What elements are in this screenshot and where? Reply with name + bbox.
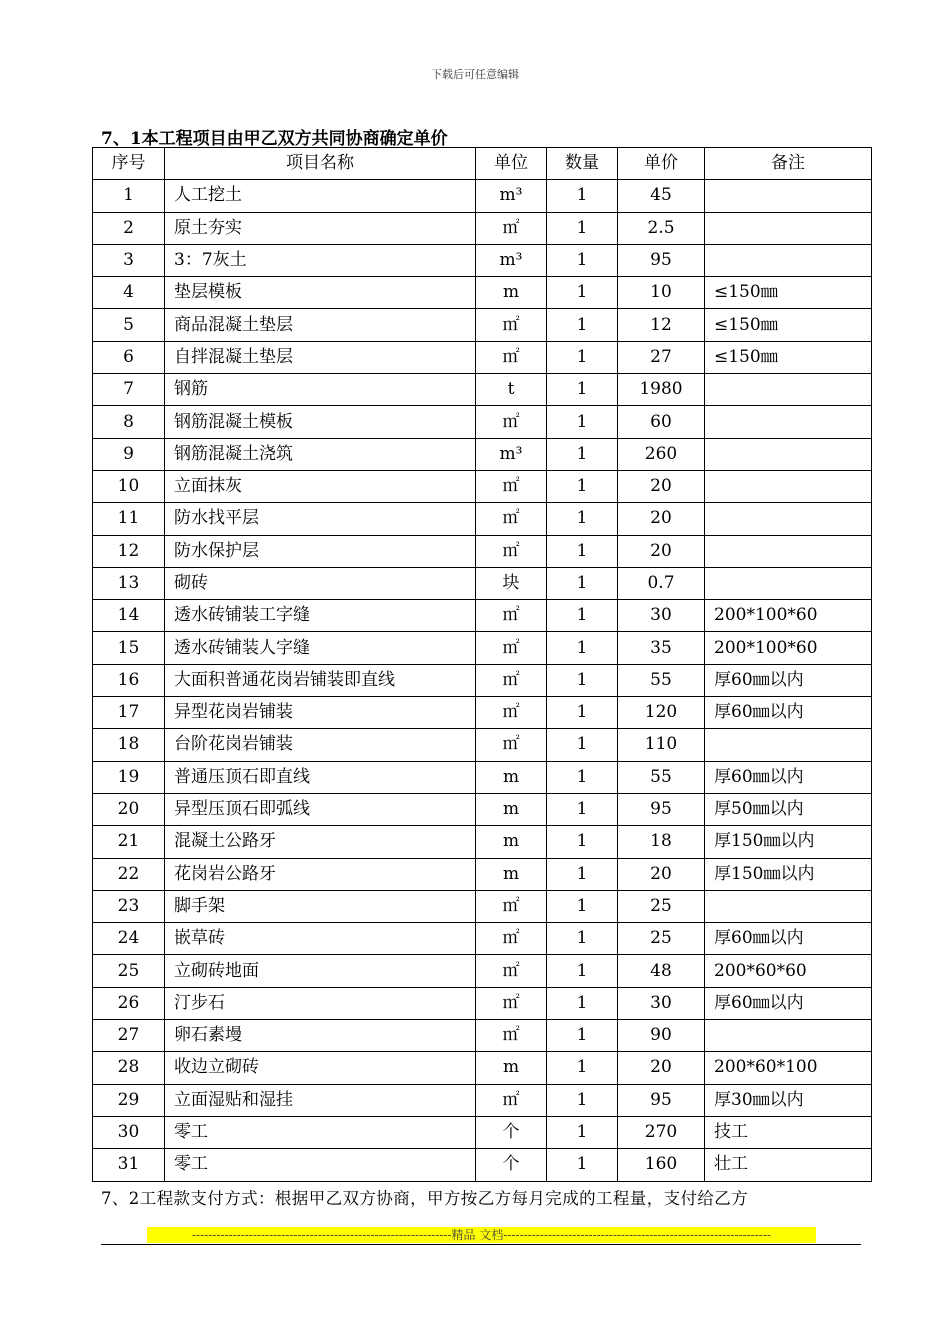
cell-quantity: 1 (547, 1020, 618, 1052)
cell-remarks: 厚50㎜以内 (705, 793, 872, 825)
cell-item-name: 立砌砖地面 (165, 955, 476, 987)
cell-index: 9 (93, 438, 165, 470)
cell-remarks: ≤150㎜ (705, 277, 872, 309)
cell-unit-price: 25 (618, 923, 705, 955)
cell-remarks (705, 244, 872, 276)
cell-index: 16 (93, 664, 165, 696)
section-title: 7、1本工程项目由甲乙双方共同协商确定单价 (101, 129, 448, 149)
cell-quantity: 1 (547, 729, 618, 761)
cell-item-name: 钢筋 (165, 374, 476, 406)
cell-unit-price: 110 (618, 729, 705, 761)
cell-unit: 个 (476, 1116, 547, 1148)
cell-item-name: 立面湿贴和湿挂 (165, 1084, 476, 1116)
cell-unit-price: 45 (618, 180, 705, 212)
table-row (93, 470, 872, 502)
table-row (93, 632, 872, 664)
cell-unit-price: 55 (618, 761, 705, 793)
cell-quantity: 1 (547, 180, 618, 212)
cell-index: 22 (93, 858, 165, 890)
cell-unit-price: 20 (618, 503, 705, 535)
header-index: 序号 (93, 148, 165, 180)
table-row (93, 600, 872, 632)
table-header-row (93, 148, 872, 180)
cell-quantity: 1 (547, 632, 618, 664)
cell-quantity: 1 (547, 503, 618, 535)
cell-unit: 个 (476, 1149, 547, 1181)
cell-index: 4 (93, 277, 165, 309)
table-row (93, 890, 872, 922)
cell-unit: m (476, 277, 547, 309)
cell-item-name: 商品混凝土垫层 (165, 309, 476, 341)
cell-item-name: 嵌草砖 (165, 923, 476, 955)
cell-item-name: 零工 (165, 1116, 476, 1148)
cell-remarks: 技工 (705, 1116, 872, 1148)
cell-unit-price: 27 (618, 341, 705, 373)
cell-remarks (705, 503, 872, 535)
cell-remarks: 厚60㎜以内 (705, 697, 872, 729)
table-row (93, 761, 872, 793)
cell-unit-price: 20 (618, 470, 705, 502)
cell-index: 30 (93, 1116, 165, 1148)
cell-unit: ㎡ (476, 503, 547, 535)
cell-remarks (705, 729, 872, 761)
cell-unit-price: 0.7 (618, 567, 705, 599)
cell-item-name: 透水砖铺装工字缝 (165, 600, 476, 632)
footer-banner: ----------------------------------------------------------------精品 文档------------------------------------------------------------------ (147, 1227, 816, 1243)
cell-index: 19 (93, 761, 165, 793)
cell-quantity: 1 (547, 567, 618, 599)
cell-index: 25 (93, 955, 165, 987)
cell-remarks: 200*100*60 (705, 600, 872, 632)
cell-remarks: ≤150㎜ (705, 309, 872, 341)
cell-unit-price: 55 (618, 664, 705, 696)
cell-unit-price: 60 (618, 406, 705, 438)
cell-item-name: 防水找平层 (165, 503, 476, 535)
cell-remarks (705, 438, 872, 470)
cell-quantity: 1 (547, 826, 618, 858)
cell-item-name: 异型花岗岩铺装 (165, 697, 476, 729)
cell-unit-price: 90 (618, 1020, 705, 1052)
cell-index: 28 (93, 1052, 165, 1084)
cell-unit-price: 30 (618, 987, 705, 1019)
cell-unit-price: 12 (618, 309, 705, 341)
cell-item-name: 立面抹灰 (165, 470, 476, 502)
cell-remarks (705, 470, 872, 502)
cell-remarks: 200*100*60 (705, 632, 872, 664)
cell-quantity: 1 (547, 309, 618, 341)
cell-quantity: 1 (547, 987, 618, 1019)
footer-rule (101, 1244, 861, 1245)
cell-unit: ㎡ (476, 470, 547, 502)
cell-quantity: 1 (547, 697, 618, 729)
cell-unit: t (476, 374, 547, 406)
cell-item-name: 收边立砌砖 (165, 1052, 476, 1084)
cell-index: 23 (93, 890, 165, 922)
cell-unit: m (476, 1052, 547, 1084)
cell-unit: m (476, 793, 547, 825)
cell-remarks: 200*60*60 (705, 955, 872, 987)
cell-index: 27 (93, 1020, 165, 1052)
cell-index: 7 (93, 374, 165, 406)
cell-remarks (705, 180, 872, 212)
cell-index: 12 (93, 535, 165, 567)
cell-index: 11 (93, 503, 165, 535)
header-remarks: 备注 (705, 148, 872, 180)
table-row (93, 406, 872, 438)
table-row (93, 923, 872, 955)
table-row (93, 858, 872, 890)
cell-index: 10 (93, 470, 165, 502)
table-row (93, 244, 872, 276)
cell-quantity: 1 (547, 212, 618, 244)
cell-unit-price: 120 (618, 697, 705, 729)
header-item-name: 项目名称 (165, 148, 476, 180)
cell-unit: m (476, 826, 547, 858)
cell-item-name: 砌砖 (165, 567, 476, 599)
cell-unit: ㎡ (476, 664, 547, 696)
payment-terms-line: 7、2工程款支付方式：根据甲乙双方协商，甲方按乙方每月完成的工程量，支付给乙方 (101, 1189, 749, 1208)
table-row (93, 277, 872, 309)
cell-item-name: 混凝土公路牙 (165, 826, 476, 858)
cell-unit: ㎡ (476, 600, 547, 632)
header-unit-price: 单价 (618, 148, 705, 180)
cell-unit-price: 95 (618, 244, 705, 276)
table-row (93, 1149, 872, 1181)
cell-quantity: 1 (547, 1149, 618, 1181)
cell-unit-price: 260 (618, 438, 705, 470)
cell-unit-price: 35 (618, 632, 705, 664)
table-row (93, 503, 872, 535)
unit-price-table (92, 147, 872, 1182)
cell-unit: m³ (476, 244, 547, 276)
cell-item-name: 汀步石 (165, 987, 476, 1019)
cell-unit: ㎡ (476, 729, 547, 761)
table-row (93, 987, 872, 1019)
cell-unit: ㎡ (476, 955, 547, 987)
table-row (93, 1020, 872, 1052)
cell-index: 8 (93, 406, 165, 438)
cell-unit: ㎡ (476, 697, 547, 729)
cell-unit: ㎡ (476, 406, 547, 438)
cell-unit-price: 95 (618, 793, 705, 825)
cell-index: 15 (93, 632, 165, 664)
cell-remarks: ≤150㎜ (705, 341, 872, 373)
cell-item-name: 卵石素墁 (165, 1020, 476, 1052)
table-row (93, 793, 872, 825)
table-row (93, 1116, 872, 1148)
cell-unit: m (476, 761, 547, 793)
cell-quantity: 1 (547, 374, 618, 406)
cell-remarks: 厚150㎜以内 (705, 826, 872, 858)
cell-item-name: 零工 (165, 1149, 476, 1181)
table-row (93, 1052, 872, 1084)
cell-quantity: 1 (547, 600, 618, 632)
cell-unit-price: 20 (618, 535, 705, 567)
cell-item-name: 大面积普通花岗岩铺装即直线 (165, 664, 476, 696)
cell-unit-price: 95 (618, 1084, 705, 1116)
cell-index: 1 (93, 180, 165, 212)
cell-quantity: 1 (547, 890, 618, 922)
cell-unit: m³ (476, 180, 547, 212)
cell-item-name: 3：7灰土 (165, 244, 476, 276)
header-unit: 单位 (476, 148, 547, 180)
cell-unit: ㎡ (476, 212, 547, 244)
cell-index: 17 (93, 697, 165, 729)
cell-unit: ㎡ (476, 632, 547, 664)
cell-unit: m³ (476, 438, 547, 470)
cell-quantity: 1 (547, 955, 618, 987)
cell-index: 2 (93, 212, 165, 244)
table-row (93, 567, 872, 599)
table-row (93, 664, 872, 696)
cell-unit-price: 25 (618, 890, 705, 922)
cell-item-name: 人工挖土 (165, 180, 476, 212)
cell-remarks: 厚150㎜以内 (705, 858, 872, 890)
table-row (93, 826, 872, 858)
table-row (93, 438, 872, 470)
cell-remarks (705, 212, 872, 244)
cell-index: 26 (93, 987, 165, 1019)
table-body (93, 180, 872, 1181)
cell-index: 3 (93, 244, 165, 276)
cell-index: 18 (93, 729, 165, 761)
cell-item-name: 钢筋混凝土模板 (165, 406, 476, 438)
cell-quantity: 1 (547, 761, 618, 793)
cell-unit-price: 18 (618, 826, 705, 858)
cell-quantity: 1 (547, 470, 618, 502)
cell-remarks: 200*60*100 (705, 1052, 872, 1084)
cell-unit: ㎡ (476, 535, 547, 567)
cell-unit: ㎡ (476, 987, 547, 1019)
cell-index: 29 (93, 1084, 165, 1116)
cell-unit-price: 30 (618, 600, 705, 632)
table-row (93, 697, 872, 729)
cell-remarks: 厚60㎜以内 (705, 987, 872, 1019)
cell-quantity: 1 (547, 406, 618, 438)
cell-item-name: 防水保护层 (165, 535, 476, 567)
cell-item-name: 钢筋混凝土浇筑 (165, 438, 476, 470)
cell-item-name: 原土夯实 (165, 212, 476, 244)
cell-item-name: 台阶花岗岩铺装 (165, 729, 476, 761)
cell-item-name: 普通压顶石即直线 (165, 761, 476, 793)
cell-quantity: 1 (547, 1052, 618, 1084)
cell-item-name: 花岗岩公路牙 (165, 858, 476, 890)
cell-remarks: 厚60㎜以内 (705, 923, 872, 955)
cell-index: 13 (93, 567, 165, 599)
cell-index: 5 (93, 309, 165, 341)
cell-item-name: 脚手架 (165, 890, 476, 922)
cell-remarks: 厚60㎜以内 (705, 761, 872, 793)
table-row (93, 180, 872, 212)
table-row (93, 212, 872, 244)
cell-unit-price: 48 (618, 955, 705, 987)
cell-unit-price: 20 (618, 1052, 705, 1084)
cell-remarks: 厚60㎜以内 (705, 664, 872, 696)
cell-quantity: 1 (547, 341, 618, 373)
cell-unit-price: 20 (618, 858, 705, 890)
cell-unit-price: 270 (618, 1116, 705, 1148)
table-row (93, 729, 872, 761)
cell-unit: ㎡ (476, 341, 547, 373)
cell-quantity: 1 (547, 244, 618, 276)
table-row (93, 341, 872, 373)
header-quantity: 数量 (547, 148, 618, 180)
cell-index: 6 (93, 341, 165, 373)
cell-unit-price: 160 (618, 1149, 705, 1181)
cell-unit: ㎡ (476, 1020, 547, 1052)
cell-quantity: 1 (547, 277, 618, 309)
cell-quantity: 1 (547, 923, 618, 955)
cell-unit-price: 10 (618, 277, 705, 309)
cell-index: 14 (93, 600, 165, 632)
cell-item-name: 自拌混凝土垫层 (165, 341, 476, 373)
cell-remarks (705, 406, 872, 438)
cell-index: 31 (93, 1149, 165, 1181)
cell-remarks (705, 535, 872, 567)
cell-remarks (705, 374, 872, 406)
cell-quantity: 1 (547, 535, 618, 567)
cell-item-name: 异型压顶石即弧线 (165, 793, 476, 825)
table-row (93, 1084, 872, 1116)
cell-remarks: 厚30㎜以内 (705, 1084, 872, 1116)
table-row (93, 374, 872, 406)
page-header-note: 下载后可任意编辑 (431, 68, 519, 81)
cell-unit: 块 (476, 567, 547, 599)
cell-unit: ㎡ (476, 1084, 547, 1116)
cell-remarks (705, 567, 872, 599)
cell-unit: ㎡ (476, 890, 547, 922)
cell-quantity: 1 (547, 664, 618, 696)
cell-quantity: 1 (547, 1116, 618, 1148)
cell-item-name: 垫层模板 (165, 277, 476, 309)
cell-remarks (705, 1020, 872, 1052)
cell-quantity: 1 (547, 858, 618, 890)
cell-unit: ㎡ (476, 309, 547, 341)
cell-unit-price: 1980 (618, 374, 705, 406)
cell-index: 21 (93, 826, 165, 858)
cell-quantity: 1 (547, 793, 618, 825)
cell-remarks (705, 890, 872, 922)
table-row (93, 955, 872, 987)
table-row (93, 535, 872, 567)
table-row (93, 309, 872, 341)
cell-index: 24 (93, 923, 165, 955)
cell-item-name: 透水砖铺装人字缝 (165, 632, 476, 664)
cell-remarks: 壮工 (705, 1149, 872, 1181)
cell-quantity: 1 (547, 1084, 618, 1116)
cell-unit: m (476, 858, 547, 890)
cell-quantity: 1 (547, 438, 618, 470)
cell-index: 20 (93, 793, 165, 825)
cell-unit-price: 2.5 (618, 212, 705, 244)
cell-unit: ㎡ (476, 923, 547, 955)
